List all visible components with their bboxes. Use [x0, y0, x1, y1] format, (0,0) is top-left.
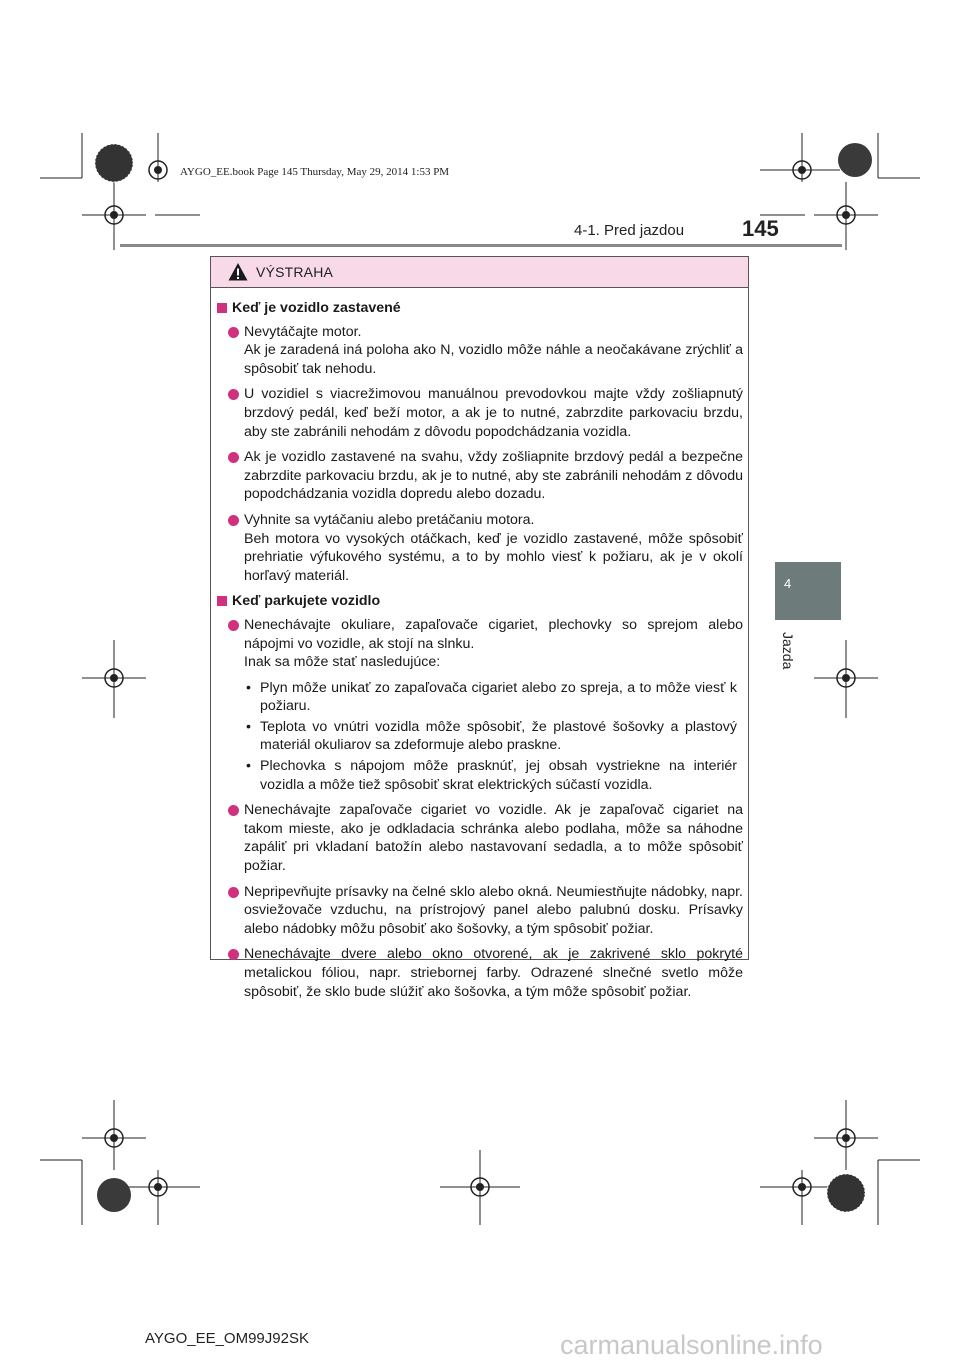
warning-content — [216, 299, 743, 1008]
warning-triangle-icon — [228, 262, 248, 282]
sub-bullet: • Plyn môže unikať zo zapaľovača cigariet alebo zo spreja, a to môže viesť k požiaru. — [246, 679, 737, 715]
warning-title: VÝSTRAHA — [256, 264, 334, 280]
list-item: Nevytáčajte motor. Ak je zaradená iná poloha ako N, vozidlo môže náhle a neočakávane zrýchliť a spôsobiť tak nehodu. — [216, 323, 743, 379]
list-item: Nenechávajte okuliare, zapaľovače cigariet, plechovky so sprejom alebo nápojmi vo vozidle, ak stojí na slnku. Inak sa môže stať nasledujúce: — [216, 616, 743, 672]
book-info: AYGO_EE.book Page 145 Thursday, May 29, 2014 1:53 PM — [180, 166, 450, 178]
list-item: U vozidiel s viacrežimovou manuálnou prevodovkou majte vždy zošliapnutý brzdový pedál, keď beží motor, a ak je to nutné, zabrzdite parkovaciu brzdu, aby ste zabránili nehodám z dôvodu popodchádzania vozidla. — [216, 385, 743, 441]
chapter-tab — [775, 562, 841, 620]
list-item: Nepripevňujte prísavky na čelné sklo alebo okná. Neumiestňujte nádobky, napr. osviežovače vzduchu, na prístrojový panel alebo palubnú dosku. Prísavky alebo nádobky môžu pôsobiť ako šošovky, a tým spôsobiť požiar. — [216, 883, 743, 939]
sub-bullet: • Teplota vo vnútri vozidla môže spôsobiť, že plastové šošovky a plastový materiál okuliarov sa zdeformuje alebo praskne. — [246, 718, 737, 754]
watermark: carmanualsonline.info — [560, 1330, 823, 1360]
list-item: Ak je vozidlo zastavené na svahu, vždy zošliapnite brzdový pedál a bezpečne zabrzdite parkovaciu brzdu, ak je to nutné, aby ste zabránili nehodám z dôvodu popodchádzania vozidla dopredu alebo dozadu. — [216, 448, 743, 504]
list-item: Vyhnite sa vytáčaniu alebo pretáčaniu motora. Beh motora vo vysokých otáčkach, keď je vozidlo zastavené, môže spôsobiť prehriatie výfukového systému, a to by mohlo viesť k požiaru, ak je v okolí horľavý materiál. — [216, 511, 743, 585]
list-item: Nenechávajte dvere alebo okno otvorené, ak je zakrivené sklo pokryté metalickou fóliou, napr. striebornej farby. Odrazené slnečné svetlo môže spôsobiť, že sklo bude slúžiť ako šošovka, a tým môže spôsobiť požiar. — [216, 945, 743, 1001]
chapter-side-label: Jazda — [780, 632, 796, 670]
header-rule — [120, 244, 842, 247]
list-item: Nenechávajte zapaľovače cigariet vo vozidle. Ak je zapaľovač cigariet na takom mieste, ako je odkladacia schránka alebo podlaha, môže sa náhodne zapáliť pri vkladaní batožín alebo nastavovaní sedadla, a to môže spôsobiť požiar. — [216, 801, 743, 875]
warning-box — [210, 256, 749, 1000]
chapter-tab-number: 4 — [784, 576, 792, 591]
section-title: 4-1. Pred jazdou — [574, 222, 685, 239]
sub-bullet: • Plechovka s nápojom môže prasknúť, jej obsah vystriekne na interiér vozidla a môže tiež spôsobiť skrat elektrických súčastí vozidla. — [246, 758, 737, 793]
warning-header — [211, 257, 748, 288]
section-heading: Keď je vozidlo zastavené — [216, 299, 743, 318]
section-heading: Keď parkujete vozidlo — [216, 592, 743, 611]
page-number: 145 — [742, 216, 779, 241]
document-code: AYGO_EE_OM99J92SK — [145, 1330, 309, 1347]
